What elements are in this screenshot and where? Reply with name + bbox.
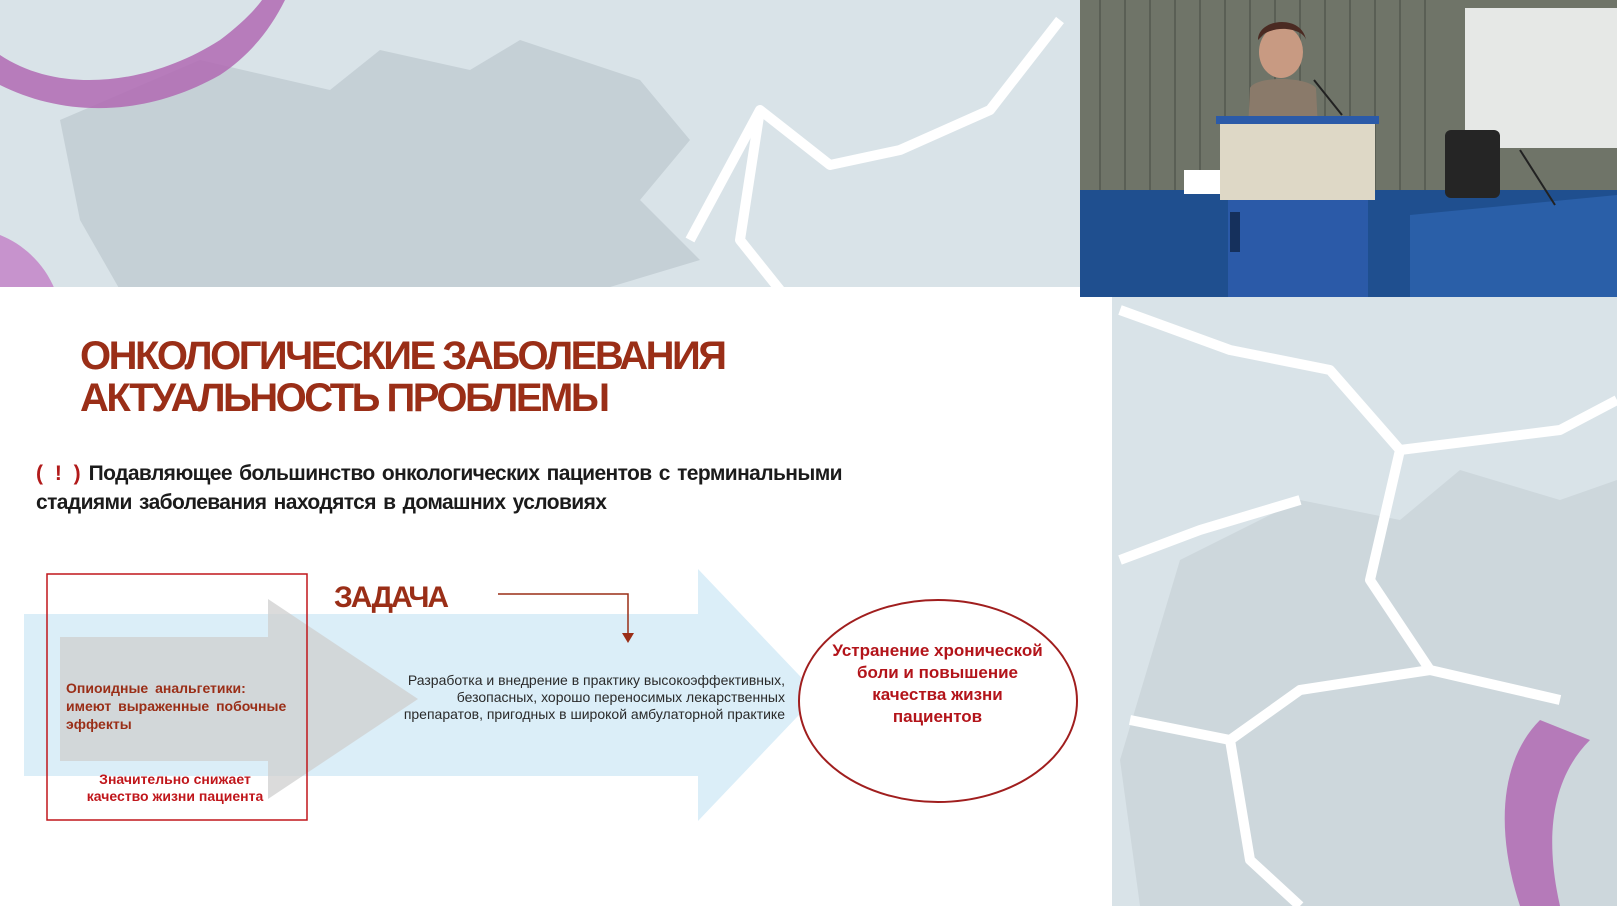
goal-text: Устранение хронической боли и повышение качества жизни пациентов: [832, 641, 1043, 726]
whiteboard: [1465, 8, 1617, 148]
speaker-video-feed: [1080, 0, 1617, 297]
exclamation-mark: ( ! ): [36, 462, 83, 485]
problem-effect-text: Значительно снижает качество жизни пациента: [86, 771, 264, 804]
presentation-slide: [0, 287, 1112, 906]
podium: [1216, 116, 1379, 297]
problem-text: Опиоидные анальгетики: имеют выраженные побочные эффекты: [66, 680, 287, 732]
task-label: ЗАДАЧА: [334, 581, 448, 614]
lead-statement: [36, 459, 916, 517]
name-plate: [1184, 170, 1220, 194]
lead-text: Подавляющее большинство онкологических пациентов с терминальными стадиями заболевания находятся в домашних условиях: [36, 462, 842, 514]
task-description: Разработка и внедрение в практику высокоэффективных, безопасных, хорошо переносимых лекарственных препаратов, пригодных в широкой амбулаторной практике: [403, 672, 785, 722]
slide-title: ОНКОЛОГИЧЕСКИЕ ЗАБОЛЕВАНИЯ АКТУАЛЬНОСТЬ ПРОБЛЕМЫ: [80, 334, 725, 420]
